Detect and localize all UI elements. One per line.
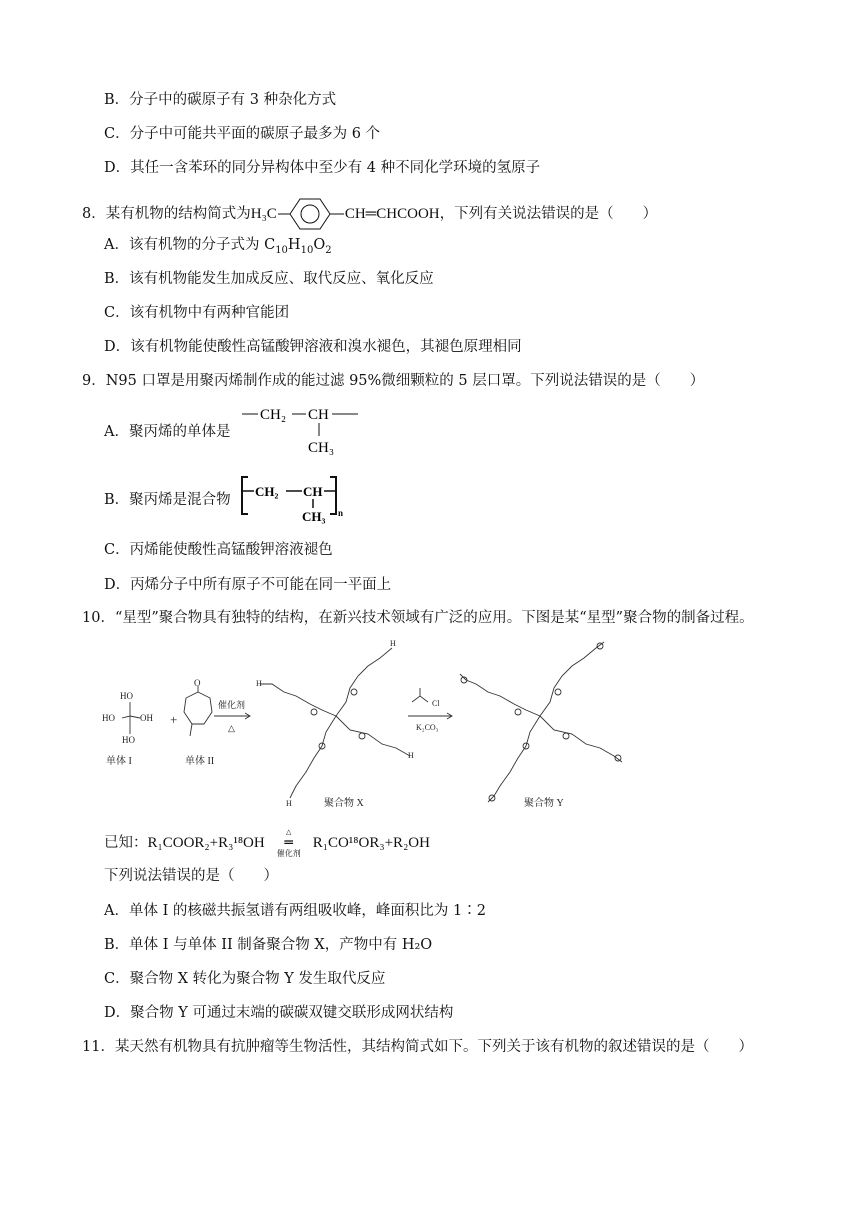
q8-option-b: B．该有机物能发生加成反应、取代反应、氧化反应 [104, 271, 434, 287]
q11-stem: 11．某天然有机物具有抗肿瘤等生物活性，其结构简式如下。下列关于该有机物的叙述错误的是（ ） [82, 1039, 753, 1055]
q10-known-eq-sign: ═ [284, 835, 293, 851]
polymer-y-structure [460, 642, 622, 809]
polymer-y-label: 聚合物 Y [524, 798, 564, 809]
q10-question: 下列说法错误的是（ ） [104, 868, 278, 884]
monomer-1-structure [102, 691, 153, 767]
reaction-arrow-1 [214, 699, 250, 733]
q10-option-d: D．聚合物 Y 可通过末端的碳碳双键交联形成网状结构 [104, 1005, 454, 1021]
q9-option-a: A．聚丙烯的单体是 [104, 424, 231, 440]
q7-option-d: D．其任一含苯环的同分异构体中至少有 4 种不同化学环境的氢原子 [104, 160, 541, 176]
monomer-2-label: 单体 II [185, 756, 215, 767]
mono1-ho-left: HO [102, 713, 115, 723]
q9a-ch3: CH₃ [308, 440, 335, 456]
monomer-1-label: 单体 I [106, 756, 132, 767]
q9-option-c: C．丙烯能使酸性高锰酸钾溶液褪色 [104, 542, 333, 558]
q9-option-d: D．丙烯分子中所有原子不可能在同一平面上 [104, 577, 392, 593]
q8-formula-left: H₃C [250, 206, 277, 222]
arrow2-k2co3: K₂CO₃ [416, 723, 439, 732]
q10-known-equilibrium [277, 828, 301, 858]
mono1-ho-bottom: HO [122, 735, 135, 745]
q8-option-a [104, 235, 332, 261]
q9b-n: n [338, 508, 344, 518]
q8-formula-right: CH═CHCOOH [344, 206, 440, 222]
mono1-oh-right: OH [140, 713, 153, 723]
x-end-h4: H [286, 799, 292, 808]
benzene-ring-icon [278, 196, 344, 232]
q8-option-c: C．该有机物中有两种官能团 [104, 305, 290, 321]
mono1-ho-top: HO [120, 691, 133, 701]
q10-option-b: B．单体 I 与单体 II 制备聚合物 X，产物中有 H₂O [104, 937, 433, 953]
q9-stem: 9．N95 口罩是用聚丙烯制作成的能过滤 95%微细颗粒的 5 层口罩。下列说法错误的是（ ） [82, 373, 705, 389]
polymer-x-structure [256, 639, 414, 809]
x-end-h3: H [408, 751, 414, 760]
q8-sub-c: 10 [275, 244, 288, 256]
q8-sub-o: 2 [325, 244, 332, 256]
q10-known-products: R₁CO¹⁸OR₃+R₂OH [312, 835, 430, 851]
q10-known-prefix: 已知： [104, 835, 148, 851]
q10-option-c: C．聚合物 X 转化为聚合物 Y 发生取代反应 [104, 971, 386, 987]
q10-option-a: A．单体 I 的核磁共振氢谱有两组吸收峰，峰面积比为 1∶2 [104, 903, 486, 919]
x-end-h1: H [256, 679, 262, 688]
propylene-unit-structure [240, 400, 370, 462]
q7-option-c: C．分子中可能共平面的碳原子最多为 6 个 [104, 126, 381, 142]
q9b-ch: CH [303, 484, 323, 499]
x-end-h2: H [390, 639, 396, 648]
q8-o: O [313, 237, 326, 253]
polypropylene-structure [240, 474, 350, 528]
q8-sub-h: 10 [300, 244, 314, 256]
q9b-ch3: CH₃ [302, 509, 326, 524]
q9a-ch2: CH₂ [260, 407, 287, 423]
q9a-ch: CH [308, 407, 329, 423]
q10-known-heat: △ [286, 828, 292, 836]
arrow1-catalyst: 催化剂 [218, 700, 246, 710]
reaction-arrow-2 [408, 688, 452, 732]
q10-stem: 10．“星型”聚合物具有独特的结构，在新兴技术领域有广泛的应用。下图是某“星型”聚合物的制备过程。 [82, 610, 754, 626]
q9-option-b: B．聚丙烯是混合物 [104, 492, 231, 508]
arrow2-cl: Cl [432, 699, 440, 708]
q8-stem-prefix: 8．某有机物的结构简式为 [82, 206, 251, 222]
mono2-carbonyl-o: O [194, 678, 201, 688]
polymer-x-label: 聚合物 X [324, 798, 364, 809]
q8-option-d: D．该有机物能使酸性高锰酸钾溶液和溴水褪色，其褪色原理相同 [104, 339, 522, 355]
q7-option-b: B．分子中的碳原子有 3 种杂化方式 [104, 92, 337, 108]
q8-option-a-text: A．该有机物的分子式为 C [104, 237, 276, 253]
q10-known-catalyst: 催化剂 [276, 849, 301, 858]
star-polymer-scheme [100, 636, 640, 814]
q8-h: H [287, 237, 301, 253]
q8-stem-suffix: ，下列有关说法错误的是（ ） [439, 206, 658, 222]
q10-known-reactants: R₁COOR₂+R₃¹⁸OH [147, 835, 265, 851]
plus-sign: + [170, 712, 178, 727]
q9b-ch2: CH₂ [255, 484, 279, 499]
q8-stem [82, 196, 657, 232]
arrow1-heat: △ [228, 723, 235, 733]
monomer-2-structure [184, 678, 214, 767]
q10-known [104, 828, 430, 858]
